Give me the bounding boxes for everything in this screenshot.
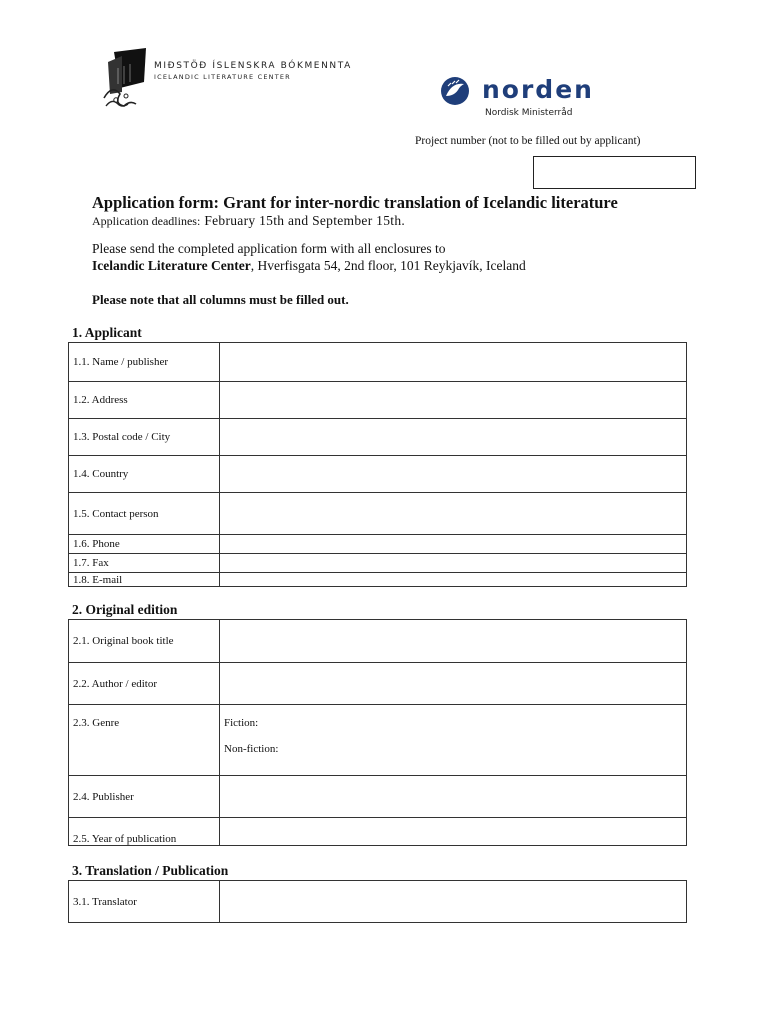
address-field[interactable] (220, 382, 687, 419)
section-original-title: 2. Original edition (72, 602, 178, 617)
table-row (69, 554, 687, 573)
send-organization: Icelandic Literature Center (92, 258, 251, 273)
deadlines-label: Application deadlines: (92, 214, 201, 228)
send-address (92, 258, 526, 274)
table-row (69, 419, 687, 456)
table-row (69, 493, 687, 535)
genre-fiction-option[interactable]: Fiction: (224, 717, 259, 729)
ilc-emblem-icon (100, 48, 150, 110)
email-field[interactable] (220, 573, 687, 587)
applicant-table (68, 342, 687, 587)
translator-label: 3.1. Translator (69, 881, 220, 923)
genre-nonfiction-option[interactable]: Non-fiction: (224, 743, 279, 755)
logo-name-is: MIÐSTÖÐ ÍSLENSKRA BÓKMENNTA (154, 61, 352, 71)
fax-label: 1.7. Fax (69, 554, 220, 573)
address-label: 1.2. Address (69, 382, 220, 419)
table-row (69, 881, 687, 923)
table-row (69, 535, 687, 554)
section-translation-title: 3. Translation / Publication (72, 863, 229, 878)
name-publisher-label: 1.1. Name / publisher (69, 343, 220, 382)
send-instructions: Please send the completed application form with all enclosures to (92, 241, 446, 256)
genre-field (220, 705, 687, 776)
author-editor-field[interactable] (220, 663, 687, 705)
norden-logo (440, 72, 600, 122)
project-number-label: Project number (not to be filled out by applicant) (415, 135, 641, 147)
contact-person-field[interactable] (220, 493, 687, 535)
genre-label: 2.3. Genre (69, 705, 220, 776)
norden-wordmark: norden (482, 75, 594, 104)
email-label: 1.8. E-mail (69, 573, 220, 587)
table-row (69, 573, 687, 587)
table-row (69, 620, 687, 663)
norden-swan-globe-icon (440, 76, 470, 106)
table-row (69, 776, 687, 818)
original-edition-table (68, 619, 687, 846)
name-publisher-field[interactable] (220, 343, 687, 382)
table-row (69, 382, 687, 419)
original-title-label: 2.1. Original book title (69, 620, 220, 663)
year-field[interactable] (220, 818, 687, 846)
postal-city-field[interactable] (220, 419, 687, 456)
deadlines-dates: February 15th and September 15th. (204, 213, 406, 228)
table-row (69, 663, 687, 705)
translation-table (68, 880, 687, 923)
country-label: 1.4. Country (69, 456, 220, 493)
translator-field[interactable] (220, 881, 687, 923)
deadlines (92, 212, 405, 230)
country-field[interactable] (220, 456, 687, 493)
postal-city-label: 1.3. Postal code / City (69, 419, 220, 456)
norden-subtitle: Nordisk Ministerråd (485, 108, 573, 118)
fill-all-note: Please note that all columns must be filled out. (92, 292, 349, 307)
section-applicant-title: 1. Applicant (72, 325, 142, 340)
table-row (69, 818, 687, 846)
table-row (69, 343, 687, 382)
table-row (69, 456, 687, 493)
project-number-field[interactable] (533, 156, 696, 189)
table-row (69, 705, 687, 776)
contact-person-label: 1.5. Contact person (69, 493, 220, 535)
year-label: 2.5. Year of publication (69, 818, 220, 846)
fax-field[interactable] (220, 554, 687, 573)
icelandic-literature-center-logo (100, 48, 350, 112)
phone-label: 1.6. Phone (69, 535, 220, 554)
publisher-label: 2.4. Publisher (69, 776, 220, 818)
page-title: Application form: Grant for inter-nordic translation of Icelandic literature (92, 193, 618, 212)
publisher-field[interactable] (220, 776, 687, 818)
original-title-field[interactable] (220, 620, 687, 663)
logo-name-en: ICELANDIC LITERATURE CENTER (154, 73, 291, 81)
phone-field[interactable] (220, 535, 687, 554)
send-street-address: , Hverfisgata 54, 2nd floor, 101 Reykjavík, Iceland (250, 258, 526, 273)
author-editor-label: 2.2. Author / editor (69, 663, 220, 705)
